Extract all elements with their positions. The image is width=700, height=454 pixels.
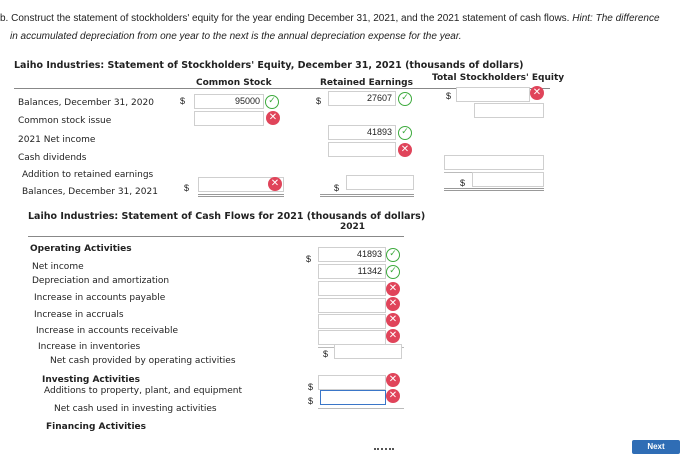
row-label-accruals: Increase in accruals <box>34 310 124 320</box>
section-financing: Financing Activities <box>46 422 147 432</box>
row-label-addition: Addition to retained earnings <box>22 170 154 180</box>
row-label-depreciation: Depreciation and amortization <box>32 276 170 286</box>
common-stock-issue-input[interactable] <box>194 111 264 126</box>
currency-sign: $ <box>334 183 340 193</box>
equity-statement-title: Laiho Industries: Statement of Stockholders' Equity, December 31, 2021 (thousands of dollars) <box>14 60 524 71</box>
total-equity-begin-input-2[interactable] <box>474 103 544 118</box>
row-label-net-income: 2021 Net income <box>18 135 96 145</box>
section-operating: Operating Activities <box>30 244 132 254</box>
question-line-1: b. Construct the statement of stockholders' equity for the year ending December 31, 2021, and the 2021 statement of cash flows. Hint: The difference <box>0 13 660 24</box>
more-indicator <box>374 448 394 450</box>
ar-input[interactable] <box>318 314 386 329</box>
check-circle-icon: ✓ <box>398 126 412 140</box>
x-circle-icon: ✕ <box>386 389 400 403</box>
retained-begin-input[interactable]: 27607 <box>328 91 396 106</box>
x-circle-icon: ✕ <box>386 297 400 311</box>
next-button[interactable]: Next <box>632 440 680 454</box>
x-circle-icon: ✕ <box>266 111 280 125</box>
total-equity-begin-input[interactable] <box>456 87 530 102</box>
row-label-net-investing: Net cash used in investing activities <box>54 404 217 414</box>
col-header-common-stock: Common Stock <box>196 78 272 88</box>
row-label-beginning: Balances, December 31, 2020 <box>18 98 154 108</box>
row-label-net-operating: Net cash provided by operating activities <box>50 356 236 366</box>
x-circle-icon: ✕ <box>386 313 400 327</box>
x-circle-icon: ✕ <box>268 177 282 191</box>
net-investing-input[interactable] <box>320 390 386 405</box>
currency-sign: $ <box>308 382 314 392</box>
net-income-input[interactable]: 41893 <box>328 125 396 140</box>
x-circle-icon: ✕ <box>398 143 412 157</box>
x-circle-icon: ✕ <box>386 329 400 343</box>
subtotal-rule <box>318 408 404 409</box>
currency-sign: $ <box>323 349 329 359</box>
currency-sign: $ <box>184 183 190 193</box>
total-equity-end-input[interactable] <box>472 172 544 187</box>
depreciation-input[interactable]: 11342 <box>318 264 386 279</box>
dividends-input[interactable] <box>328 142 396 157</box>
common-stock-begin-input[interactable]: 95000 <box>194 94 264 109</box>
row-label-dividends: Cash dividends <box>18 153 87 163</box>
total-addition-input[interactable] <box>444 155 544 170</box>
retained-end-input[interactable] <box>346 175 414 190</box>
x-circle-icon: ✕ <box>386 373 400 387</box>
question-line-2: in accumulated depreciation from one year to the next is the annual depreciation expense for the year. <box>10 31 462 42</box>
col-header-year: 2021 <box>340 222 366 232</box>
check-circle-icon: ✓ <box>386 265 400 279</box>
currency-sign: $ <box>306 254 312 264</box>
cf-net-income-input[interactable]: 41893 <box>318 247 386 262</box>
inventories-input[interactable] <box>318 330 386 345</box>
x-circle-icon: ✕ <box>386 282 400 296</box>
row-label-ar: Increase in accounts receivable <box>36 326 179 336</box>
row-label-inventories: Increase in inventories <box>38 342 141 352</box>
cashflow-statement-title: Laiho Industries: Statement of Cash Flows for 2021 (thousands of dollars) <box>28 211 426 222</box>
ppe-input[interactable] <box>318 375 386 390</box>
accruals-input[interactable] <box>318 298 386 313</box>
check-circle-icon: ✓ <box>265 95 279 109</box>
total-rule <box>444 188 544 191</box>
currency-sign: $ <box>316 96 322 106</box>
currency-sign: $ <box>460 178 466 188</box>
check-circle-icon: ✓ <box>386 248 400 262</box>
currency-sign: $ <box>308 396 314 406</box>
net-operating-input[interactable] <box>334 344 402 359</box>
row-label-ending: Balances, December 31, 2021 <box>22 187 158 197</box>
col-header-retained-earnings: Retained Earnings <box>320 78 413 88</box>
row-label-ppe: Additions to property, plant, and equipment <box>44 386 243 396</box>
row-label-ap: Increase in accounts payable <box>34 293 166 303</box>
col-header-total-equity: Total Stockholders' Equity <box>432 73 565 83</box>
cashflow-header-rule <box>28 236 404 237</box>
currency-sign: $ <box>446 91 452 101</box>
total-rule <box>320 194 414 197</box>
check-circle-icon: ✓ <box>398 92 412 106</box>
total-rule <box>198 194 284 197</box>
section-investing: Investing Activities <box>42 375 140 385</box>
ap-input[interactable] <box>318 281 386 296</box>
currency-sign: $ <box>180 96 186 106</box>
row-label-stock-issue: Common stock issue <box>18 116 112 126</box>
x-circle-icon: ✕ <box>530 86 544 100</box>
row-label-cf-net-income: Net income <box>32 262 84 272</box>
